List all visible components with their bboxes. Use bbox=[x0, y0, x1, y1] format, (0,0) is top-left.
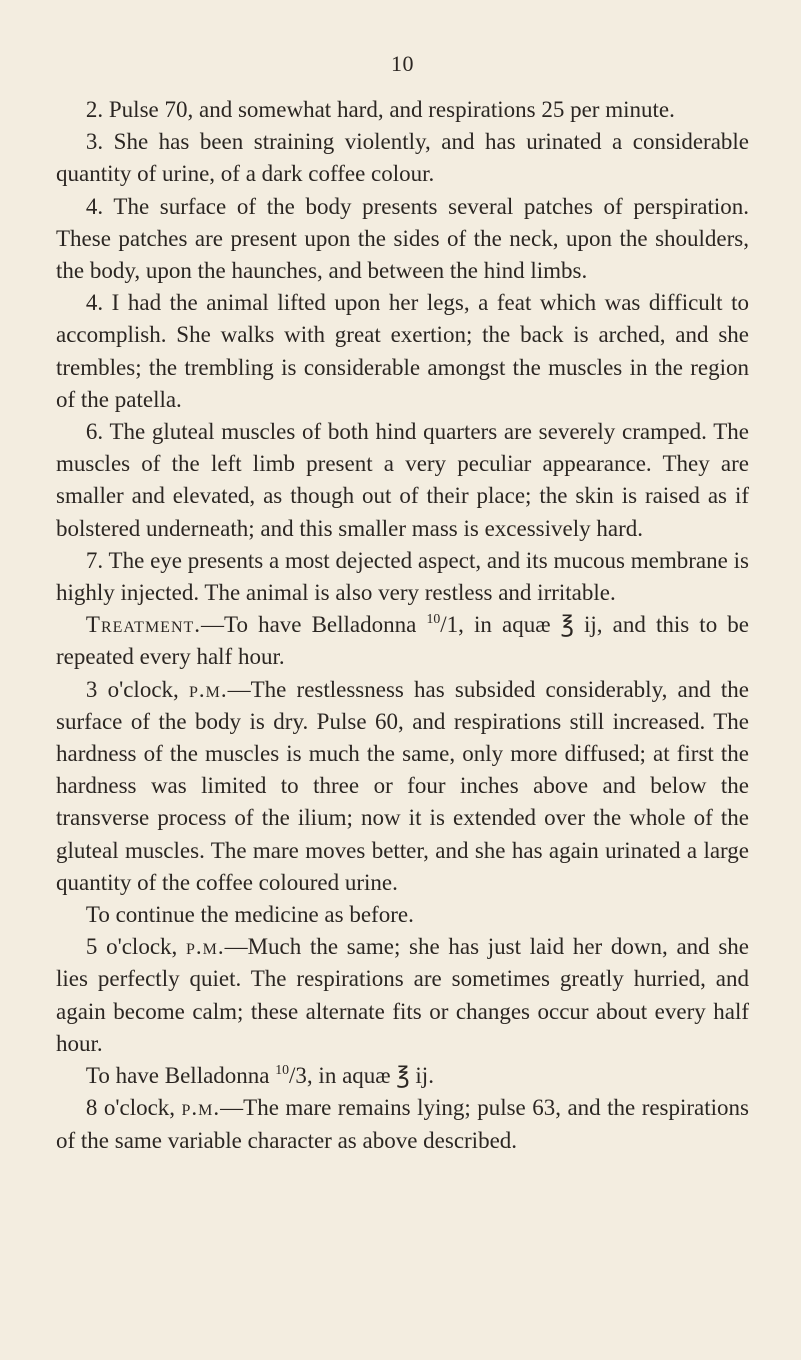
paragraph-text: The gluteal muscles of both hind quarters are severely cramped. The muscles of the left limb present a very peculiar appearance. They are smaller and elevated, as though out of their place; the skin is raised as if bolstered underneath; and this smaller mass is excessively hard. bbox=[56, 419, 749, 541]
time-label: 8 o'clock, bbox=[85, 1095, 182, 1121]
paragraph-number: 6. bbox=[85, 419, 104, 445]
time-label: 3 o'clock, bbox=[85, 676, 189, 702]
dose-superscript: 10 bbox=[275, 1062, 290, 1078]
paragraph-continue: To continue the medicine as before. bbox=[85, 902, 414, 928]
pm-label: p.m. bbox=[181, 1095, 221, 1121]
paragraph-number: 4. bbox=[85, 290, 104, 316]
treatment-label: Treatment. bbox=[85, 612, 202, 638]
body-text bbox=[56, 94, 749, 1157]
entry-text: —Much the same; she has just laid her down, and she lies perfectly quiet. The respirations are sometimes greatly hurried, and again become calm; these alternate fits or changes occur about every half hour. bbox=[56, 934, 749, 1056]
paragraph-pulse bbox=[56, 94, 749, 126]
paragraph-straining bbox=[56, 126, 749, 190]
time-label: 5 o'clock, bbox=[85, 934, 186, 960]
paragraph-5pm bbox=[56, 931, 749, 1060]
entry-text: —The mare remains lying; pulse 63, and the respirations of the same variable character as above described. bbox=[56, 1095, 749, 1153]
paragraph-dose bbox=[56, 1060, 749, 1092]
treatment-text: —To have Belladonna bbox=[201, 612, 427, 638]
paragraph-text: The eye presents a most dejected aspect, and its mucous membrane is highly injected. The animal is also very restless and irritable. bbox=[56, 547, 749, 606]
treatment-dose: /1, in aquæ ℥ ij, and this to be repeated every half hour. bbox=[56, 612, 750, 670]
paragraph-3pm bbox=[56, 674, 749, 899]
dose-rest: /3, in aquæ ℥ ij. bbox=[289, 1063, 434, 1089]
pm-label: p.m. bbox=[185, 934, 225, 960]
dose-text: To have Belladonna bbox=[85, 1063, 276, 1089]
pm-label: p.m. bbox=[188, 676, 228, 702]
paragraph-number: 7. bbox=[85, 547, 104, 573]
paragraph-text: She has been straining violently, and has urinated a considerable quantity of urine, of a dark coffee colour. bbox=[56, 129, 750, 187]
paragraph-8pm bbox=[56, 1092, 749, 1156]
paragraph-text: I had the animal lifted upon her legs, a feat which was difficult to accomplish. She walks with great exertion; the back is arched, and she trembles; the trembling is considerable amongst the muscles in the region of the patella. bbox=[56, 290, 749, 412]
paragraph-number: 2. bbox=[85, 97, 104, 122]
paragraph-lifted bbox=[56, 287, 749, 416]
paragraph-number: 3. bbox=[85, 129, 104, 155]
paragraph-text: Pulse 70, and somewhat hard, and respirations 25 per minute. bbox=[108, 97, 675, 122]
paragraph-treatment bbox=[56, 609, 749, 673]
paragraph-text: The surface of the body presents several patches of perspiration. These patches are present upon the sides of the neck, upon the shoulders, the body, upon the haunches, and between the hind limbs. bbox=[56, 193, 749, 284]
entry-text: —The restlessness has subsided considerably, and the surface of the body is dry. Pulse 60, and respirations still increased. The hardness of the muscles is much the same, only more diffused; at first the hardness was limited to three or four inches above and below the transverse process of the ilium; now it is extended over the whole of the gluteal muscles. The mare moves better, and she has again urinated a large quantity of the coffee coloured urine. bbox=[56, 676, 749, 895]
dose-superscript: 10 bbox=[426, 611, 441, 627]
paragraph-eye bbox=[56, 545, 749, 609]
page-number: 10 bbox=[391, 51, 414, 76]
paragraph-number: 4. bbox=[85, 193, 104, 219]
paragraph-gluteal bbox=[56, 416, 749, 545]
paragraph-perspiration bbox=[56, 191, 749, 288]
